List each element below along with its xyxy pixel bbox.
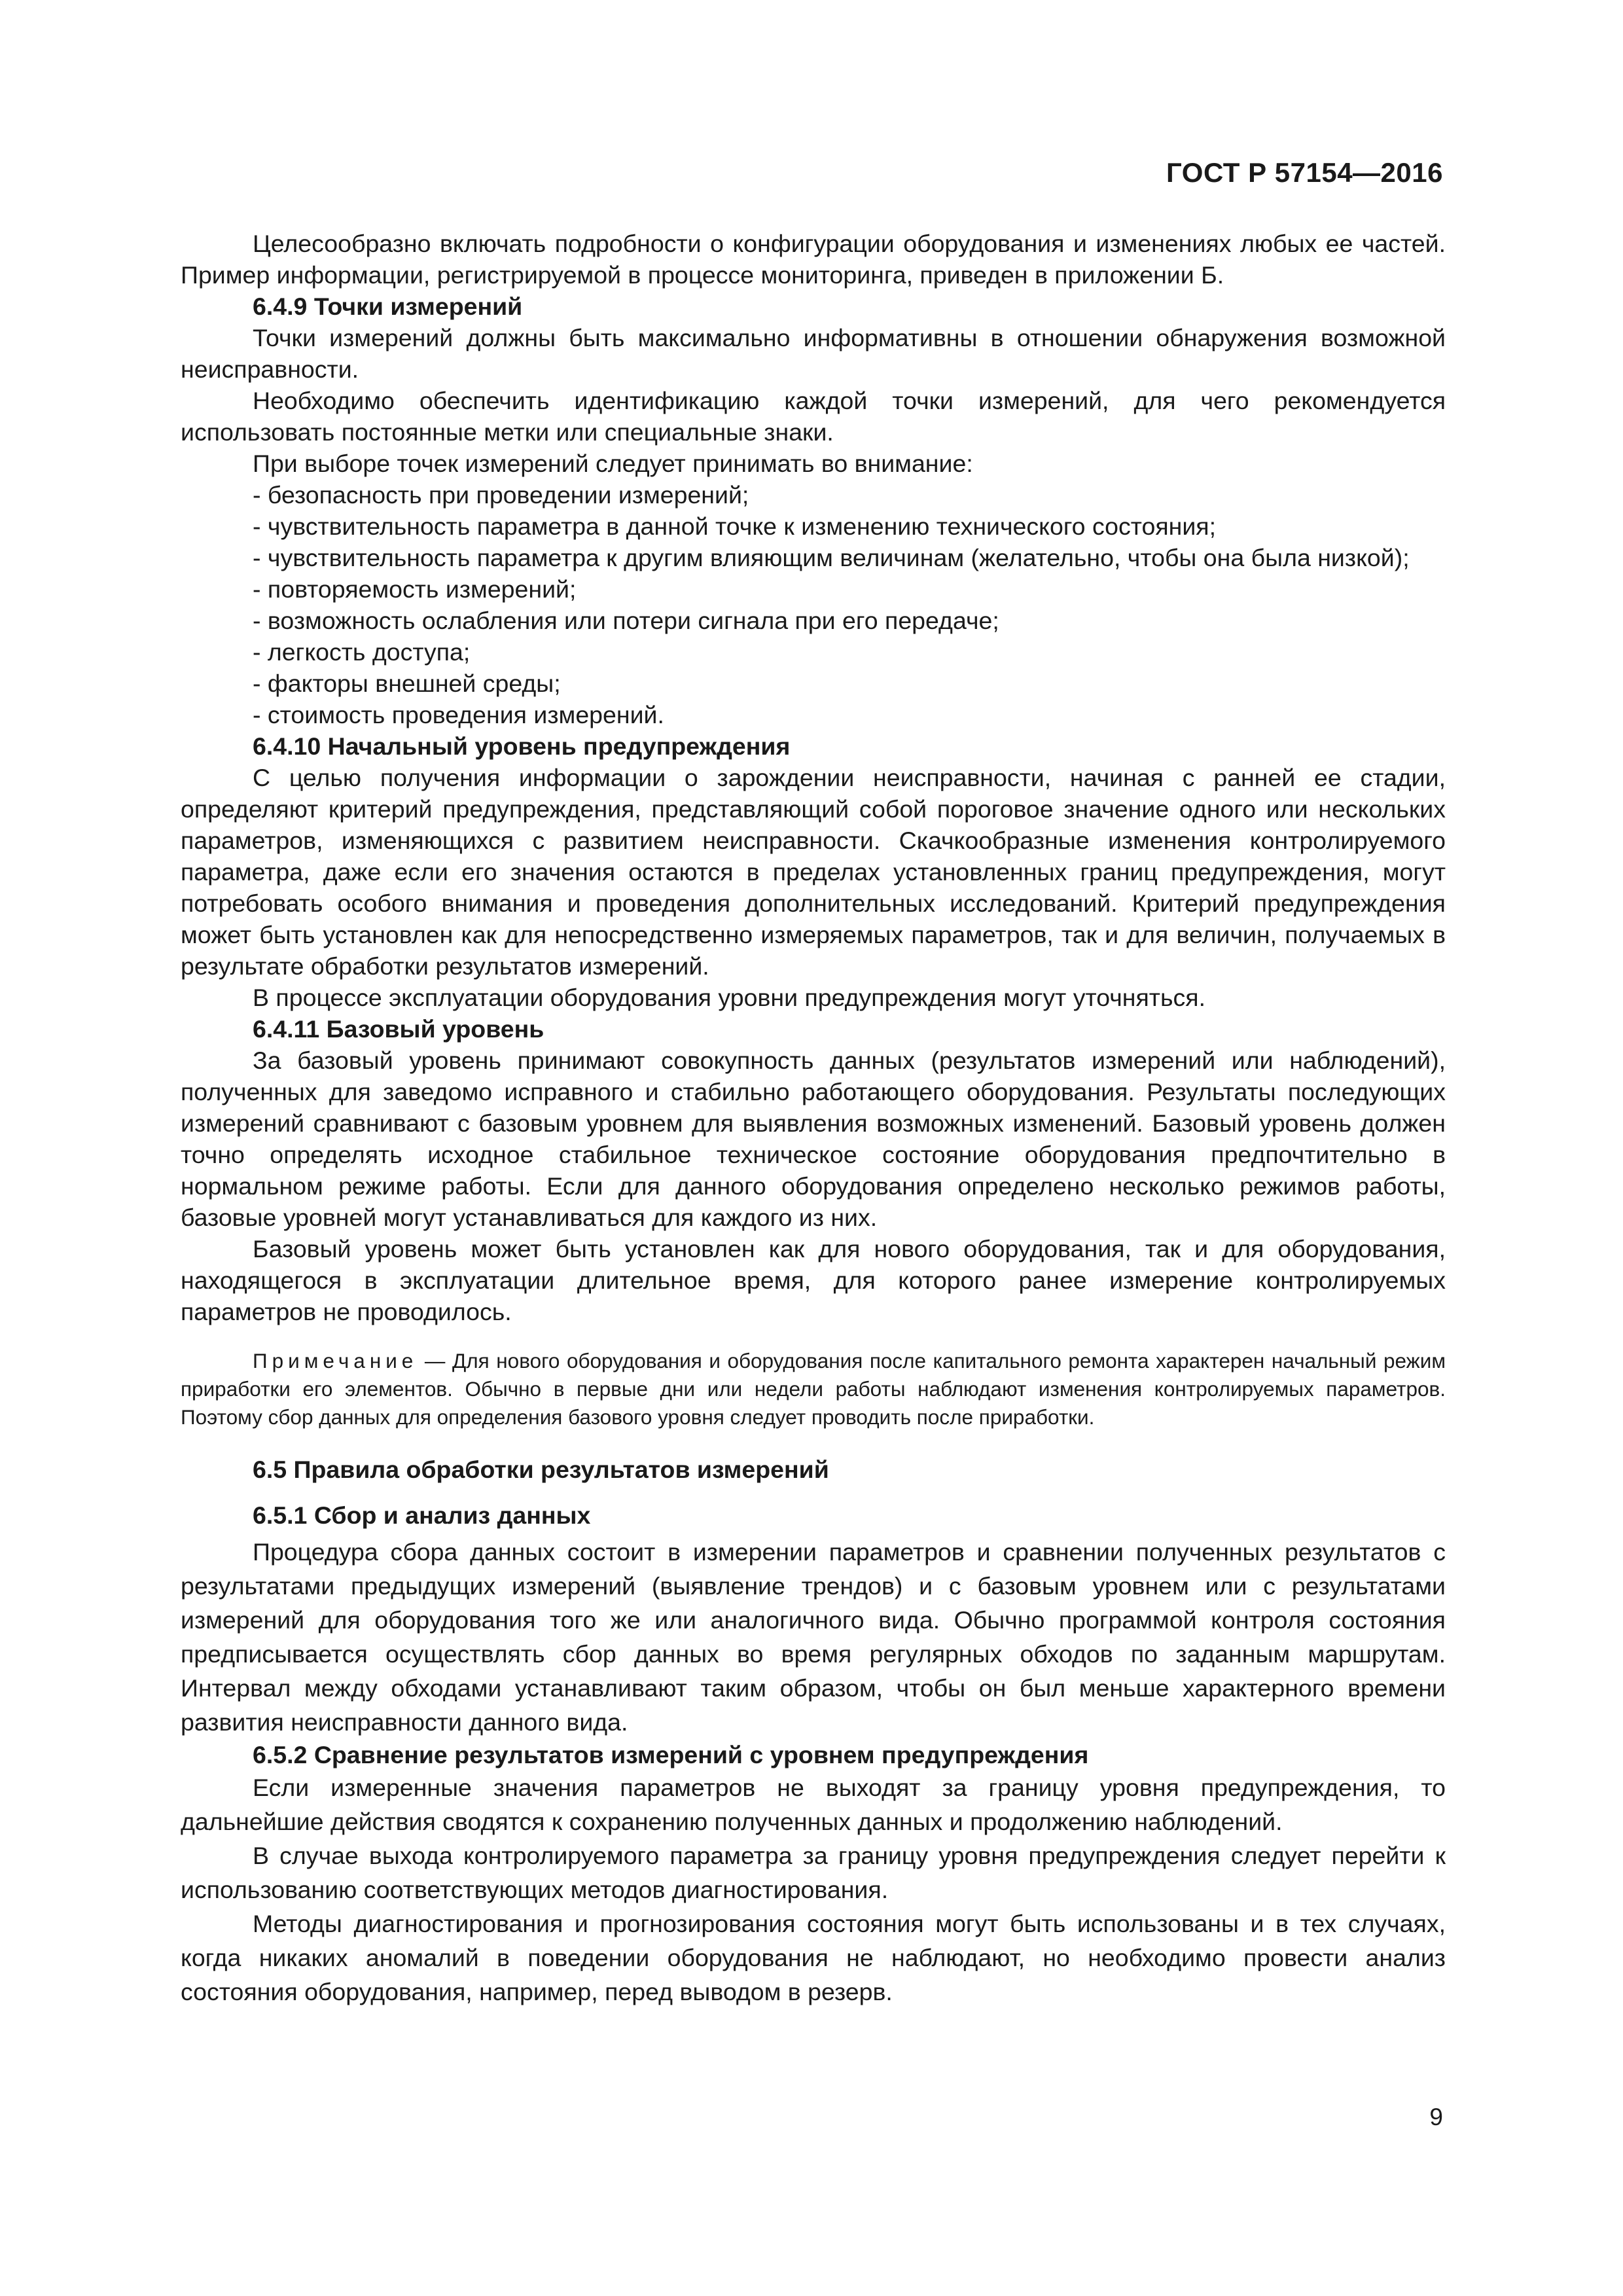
paragraph: Необходимо обеспечить идентификацию каждой точки измерений, для чего рекомендуется использовать постоянные метки или специальные знаки. — [181, 387, 1446, 446]
paragraph: При выборе точек измерений следует принимать во внимание: — [253, 450, 973, 477]
list-item: - чувствительность параметра в данной точке к изменению технического состояния; — [253, 512, 1217, 540]
paragraph: За базовый уровень принимают совокупность данных (результатов измерений или наблюдений), полученных для заведомо исправного и стабильно работающего оборудования. Результаты последующих измерений сравнивают с базовым уровнем для выявления возможных изменений. Базовый уровень должен точно определять исходное стабильное техническое состояние оборудования предпочтительно в нормальном режиме работы. Если для данного оборудования определено несколько режимов работы, базовые уровней могут устанавливаться для каждого из них. — [181, 1047, 1446, 1231]
list-item: - возможность ослабления или потери сигнала при его передаче; — [253, 607, 999, 634]
page-number: 9 — [1429, 2104, 1443, 2130]
paragraph: Методы диагностирования и прогнозирования состояния могут быть использованы и в тех случаях, когда никаких аномалий в поведении оборудования не наблюдают, но необходимо провести анализ состояния оборудования, например, перед выводом в резерв. — [181, 1910, 1446, 2005]
paragraph: Базовый уровень может быть установлен как для нового оборудования, так и для оборудования, находящегося в эксплуатации длительное время, для которого ранее измерение контролируемых параметров не проводилось. — [181, 1235, 1446, 1325]
intro-paragraph: Целесообразно включать подробности о конфигурации оборудования и изменениях любых ее частей. Пример информации, регистрируемой в процессе мониторинга, приведен в приложении Б. — [181, 230, 1446, 289]
list-item: - факторы внешней среды; — [253, 670, 561, 697]
document-id: ГОСТ Р 57154—2016 — [1166, 157, 1443, 188]
list-item: - стоимость проведения измерений. — [253, 701, 664, 728]
note-label: Примечание — [253, 1349, 418, 1372]
note-text: — Для нового оборудования и оборудования после капитального ремонта характерен начальный режим приработки его элементов. Обычно в первые дни или недели работы наблюдают изменения контролируемых параметров. Поэтому сбор данных для определения базового уровня следует проводить после приработки. — [181, 1349, 1446, 1429]
heading-6-4-10: 6.4.10 Начальный уровень предупреждения — [253, 732, 791, 760]
heading-6-5: 6.5 Правила обработки результатов измерений — [253, 1456, 829, 1483]
paragraph: В процессе эксплуатации оборудования уровни предупреждения могут уточняться. — [253, 984, 1205, 1011]
document-body — [181, 228, 1446, 2009]
paragraph: С целью получения информации о зарождении неисправности, начиная с ранней ее стадии, определяют критерий предупреждения, представляющий собой пороговое значение одного или нескольких параметров, изменяющихся с развитием неисправности. Скачкообразные изменения контролируемого параметра, даже если его значения остаются в пределах установленных границ предупреждения, могут потребовать особого внимания и проведения дополнительных исследований. Критерий предупреждения может быть установлен как для непосредственно измеряемых параметров, так и для величин, получаемых в результате обработки результатов измерений. — [181, 764, 1446, 980]
paragraph: Точки измерений должны быть максимально информативны в отношении обнаружения возможной неисправности. — [181, 324, 1446, 383]
note-paragraph — [181, 1347, 1446, 1431]
heading-6-4-11: 6.4.11 Базовый уровень — [253, 1015, 544, 1043]
heading-6-5-2: 6.5.2 Сравнение результатов измерений с уровнем предупреждения — [253, 1741, 1089, 1768]
list-item: - чувствительность параметра к другим влияющим величинам (желательно, чтобы она была низкой); — [253, 544, 1410, 571]
section-6-5 — [181, 1454, 1446, 2009]
paragraph: Процедура сбора данных состоит в измерении параметров и сравнении полученных результатов с результатами предыдущих измерений (выявление трендов) и с базовым уровнем или с результатами измерений для оборудования того же или аналогичного вида. Обычно программой контроля состояния предписывается осуществлять сбор данных во время регулярных обходов по заданным маршрутам. Интервал между обходами устанавливают таким образом, чтобы он был меньше характерного времени развития неисправности данного вида. — [181, 1538, 1446, 1736]
list-item: - повторяемость измерений; — [253, 575, 577, 603]
paragraph: В случае выхода контролируемого параметра за границу уровня предупреждения следует перейти к использованию соответствующих методов диагностирования. — [181, 1842, 1446, 1903]
heading-6-4-9: 6.4.9 Точки измерений — [253, 293, 523, 320]
list-item: - легкость доступа; — [253, 638, 471, 666]
paragraph: Если измеренные значения параметров не выходят за границу уровня предупреждения, то дальнейшие действия сводятся к сохранению полученных данных и продолжению наблюдений. — [181, 1774, 1446, 1835]
heading-6-5-1: 6.5.1 Сбор и анализ данных — [253, 1501, 591, 1529]
list-item: - безопасность при проведении измерений; — [253, 481, 749, 509]
